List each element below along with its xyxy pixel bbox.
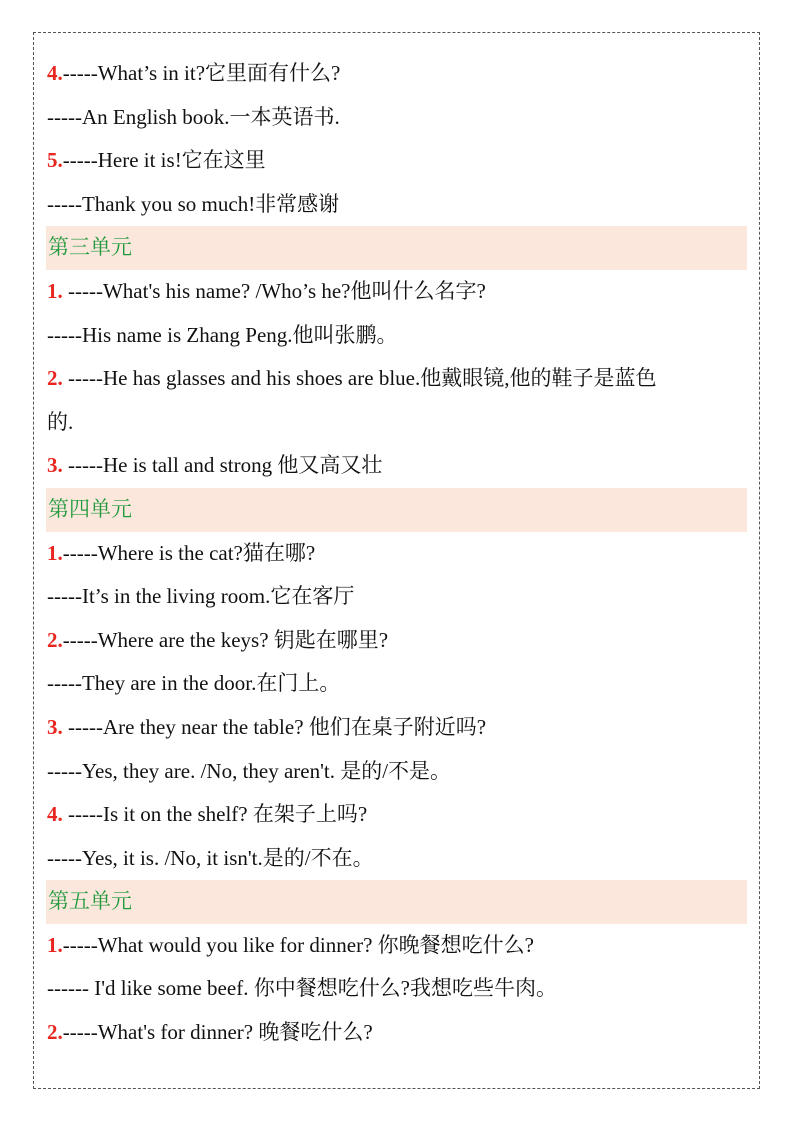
line-text: -----Are they near the table? 他们在桌子附近吗? bbox=[62, 714, 487, 739]
item-number: 2. bbox=[47, 366, 63, 391]
text-line bbox=[47, 967, 747, 1011]
item-number: 3. bbox=[47, 714, 63, 739]
unit-heading-4: 第四单元 bbox=[46, 488, 747, 532]
item-number: 1. bbox=[47, 540, 63, 565]
line-text: -----Yes, they are. /No, they aren't. 是的/不是。 bbox=[47, 758, 452, 783]
line-text: -----His name is Zhang Peng.他叫张鹏。 bbox=[47, 322, 398, 347]
item-number: 4. bbox=[47, 802, 63, 827]
text-line bbox=[47, 924, 747, 968]
item-number: 3. bbox=[47, 453, 63, 478]
line-text: -----Where are the keys? 钥匙在哪里? bbox=[62, 627, 389, 652]
text-line bbox=[47, 401, 747, 445]
line-text: -----Yes, it is. /No, it isn't.是的/不在。 bbox=[47, 845, 374, 870]
line-text: -----They are in the door.在门上。 bbox=[47, 671, 341, 696]
text-line bbox=[47, 357, 747, 401]
text-line bbox=[47, 52, 747, 96]
document-body bbox=[47, 52, 747, 1055]
text-line bbox=[47, 183, 747, 227]
text-line bbox=[47, 314, 747, 358]
item-number: 2. bbox=[47, 1020, 63, 1045]
line-text: -----An English book.一本英语书. bbox=[47, 104, 340, 129]
text-line bbox=[47, 706, 747, 750]
text-line bbox=[47, 662, 747, 706]
item-number: 1. bbox=[47, 932, 63, 957]
line-text: -----It’s in the living room.它在客厅 bbox=[47, 584, 355, 609]
text-line bbox=[47, 1011, 747, 1055]
unit-heading-3: 第三单元 bbox=[46, 226, 747, 270]
text-line bbox=[47, 619, 747, 663]
line-text: -----What would you like for dinner? 你晚餐想吃什么? bbox=[62, 932, 534, 957]
line-text: -----Is it on the shelf? 在架子上吗? bbox=[62, 802, 368, 827]
line-text: -----He is tall and strong 他又高又壮 bbox=[62, 453, 383, 478]
item-number: 4. bbox=[47, 61, 63, 85]
line-text: -----Where is the cat?猫在哪? bbox=[62, 540, 316, 565]
item-number: 5. bbox=[47, 148, 63, 173]
text-line bbox=[47, 575, 747, 619]
line-text: -----What’s in it?它里面有什么? bbox=[62, 61, 341, 85]
text-line bbox=[47, 270, 747, 314]
line-text: ------ I'd like some beef. 你中餐想吃什么?我想吃些牛肉。 bbox=[47, 976, 558, 1001]
line-text: -----He has glasses and his shoes are blue.他戴眼镜,他的鞋子是蓝色 bbox=[62, 366, 657, 391]
line-text: -----Here it is!它在这里 bbox=[62, 148, 266, 173]
text-line bbox=[47, 793, 747, 837]
line-text: -----What's for dinner? 晚餐吃什么? bbox=[62, 1020, 373, 1045]
text-line bbox=[47, 532, 747, 576]
text-line bbox=[47, 139, 747, 183]
line-text: -----Thank you so much!非常感谢 bbox=[47, 191, 340, 216]
item-number: 2. bbox=[47, 627, 63, 652]
text-line bbox=[47, 96, 747, 140]
text-line bbox=[47, 750, 747, 794]
item-number: 1. bbox=[47, 278, 63, 303]
text-line bbox=[47, 837, 747, 881]
line-text: 的. bbox=[47, 409, 74, 434]
text-line bbox=[47, 444, 747, 488]
unit-heading-5: 第五单元 bbox=[46, 880, 747, 924]
line-text: -----What's his name? /Who’s he?他叫什么名字? bbox=[62, 278, 486, 303]
